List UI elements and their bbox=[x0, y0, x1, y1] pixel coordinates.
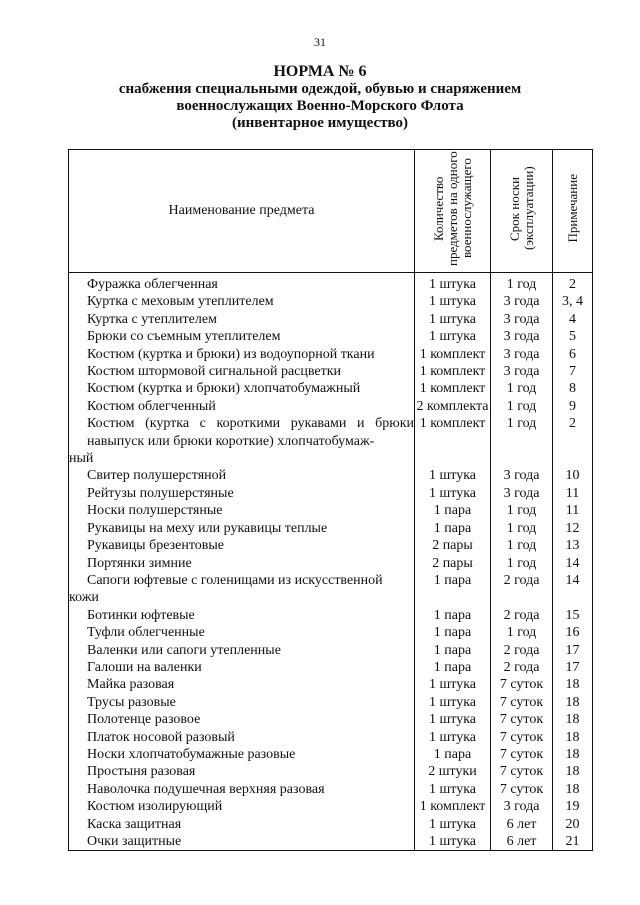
item-name-text: Простыня разовая bbox=[87, 764, 196, 780]
table-row bbox=[69, 746, 593, 763]
item-term: 1 год bbox=[491, 398, 553, 415]
table-row bbox=[69, 555, 593, 572]
item-quantity: 2 комплекта bbox=[416, 398, 489, 414]
item-name bbox=[69, 711, 415, 728]
item-term: 3 года bbox=[491, 485, 553, 502]
item-name-text: Галоши на валенки bbox=[87, 659, 202, 675]
item-name-text: Костюм штормовой сигнальной расцветки bbox=[87, 364, 342, 380]
header-term bbox=[491, 150, 553, 273]
item-term: 3 года bbox=[491, 798, 553, 815]
item-quantity: 1 штука bbox=[415, 293, 491, 310]
table-header-row bbox=[69, 150, 593, 273]
item-term: 1 год bbox=[491, 415, 553, 467]
item-name bbox=[69, 380, 415, 397]
item-quantity: 1 комплект bbox=[415, 363, 491, 380]
item-quantity: 1 комплект bbox=[415, 380, 491, 397]
table-row bbox=[69, 520, 593, 537]
item-term: 6 лет bbox=[491, 833, 553, 851]
item-note: 9 bbox=[553, 398, 593, 415]
item-name bbox=[69, 537, 415, 554]
item-term: 7 суток bbox=[491, 711, 553, 728]
table-row bbox=[69, 816, 593, 833]
item-term: 2 года bbox=[491, 642, 553, 659]
item-name-text: Туфли облегченные bbox=[87, 625, 205, 641]
item-name-text: Костюм облегченный bbox=[87, 398, 216, 414]
title-subtitle-2: военнослужащих Военно-Морского Флота bbox=[176, 98, 464, 114]
item-quantity: 1 пара bbox=[415, 642, 491, 659]
item-term: 2 года bbox=[491, 659, 553, 676]
item-term: 7 суток bbox=[491, 694, 553, 711]
item-name bbox=[69, 676, 415, 693]
item-quantity: 1 штука bbox=[415, 781, 491, 798]
table-row bbox=[69, 380, 593, 397]
item-name bbox=[69, 572, 415, 607]
item-quantity: 1 штука bbox=[415, 816, 491, 833]
header-qty bbox=[415, 150, 491, 273]
item-note: 18 bbox=[553, 729, 593, 746]
item-name-text: Платок носовой разовый bbox=[87, 729, 235, 745]
item-name-text: Валенки или сапоги утепленные bbox=[87, 642, 281, 658]
item-note: 2 bbox=[553, 273, 593, 294]
item-name bbox=[69, 781, 415, 798]
item-quantity: 1 штука bbox=[415, 311, 491, 328]
item-name-continuation: кожи bbox=[69, 590, 99, 606]
item-name-continuation: ный bbox=[69, 451, 94, 467]
item-term: 7 суток bbox=[491, 746, 553, 763]
item-quantity: 2 штуки bbox=[415, 763, 491, 780]
item-term: 1 год bbox=[491, 380, 553, 397]
table-row bbox=[69, 729, 593, 746]
item-note: 18 bbox=[553, 711, 593, 728]
table-row bbox=[69, 798, 593, 815]
item-name bbox=[69, 328, 415, 345]
item-name-text: Брюки со съемным утеплителем bbox=[87, 329, 281, 345]
item-term: 3 года bbox=[491, 363, 553, 380]
table-row bbox=[69, 781, 593, 798]
item-note: 14 bbox=[553, 572, 593, 607]
item-note: 3, 4 bbox=[553, 293, 593, 310]
item-quantity: 1 штука bbox=[415, 485, 491, 502]
item-quantity: 1 штука bbox=[415, 273, 491, 294]
item-note: 18 bbox=[553, 694, 593, 711]
item-name-text: Каска защитная bbox=[87, 816, 182, 832]
item-name-text: Куртка с меховым утеплителем bbox=[87, 294, 274, 310]
item-name bbox=[69, 642, 415, 659]
item-name bbox=[69, 363, 415, 380]
table-row bbox=[69, 485, 593, 502]
header-name: Наименование предмета bbox=[69, 150, 415, 273]
item-term: 7 суток bbox=[491, 763, 553, 780]
table-row bbox=[69, 833, 593, 851]
item-name-text: Фуражка облегченная bbox=[87, 277, 218, 292]
item-name-text: Костюм изолирующий bbox=[87, 799, 223, 815]
item-quantity: 1 комплект bbox=[415, 798, 491, 815]
item-term: 3 года bbox=[491, 328, 553, 345]
item-name bbox=[69, 746, 415, 763]
item-note: 21 bbox=[553, 833, 593, 851]
item-name bbox=[69, 311, 415, 328]
item-note: 18 bbox=[553, 763, 593, 780]
item-note: 5 bbox=[553, 328, 593, 345]
item-note: 17 bbox=[553, 659, 593, 676]
table-row bbox=[69, 676, 593, 693]
item-name bbox=[69, 398, 415, 415]
header-qty-label: Количество предметов на одного военнослужащего bbox=[430, 151, 474, 266]
item-name bbox=[69, 798, 415, 815]
table-row bbox=[69, 572, 593, 607]
item-note: 19 bbox=[553, 798, 593, 815]
item-term: 1 год bbox=[491, 624, 553, 641]
item-name bbox=[69, 816, 415, 833]
item-name bbox=[69, 763, 415, 780]
item-note: 7 bbox=[553, 363, 593, 380]
item-name-text: Полотенце разовое bbox=[87, 712, 201, 728]
item-quantity: 1 штука bbox=[415, 694, 491, 711]
item-term: 1 год bbox=[491, 273, 553, 294]
item-name-text: Рейтузы полушерстяные bbox=[87, 485, 234, 501]
item-term: 1 год bbox=[491, 537, 553, 554]
item-note: 20 bbox=[553, 816, 593, 833]
item-note: 17 bbox=[553, 642, 593, 659]
item-name bbox=[69, 659, 415, 676]
item-note: 8 bbox=[553, 380, 593, 397]
item-quantity: 1 штука bbox=[415, 833, 491, 851]
table-row bbox=[69, 537, 593, 554]
item-quantity: 1 пара bbox=[415, 659, 491, 676]
item-name bbox=[69, 273, 415, 294]
item-name bbox=[69, 520, 415, 537]
item-note: 2 bbox=[553, 415, 593, 467]
item-name-text: Ботинки юфтевые bbox=[87, 607, 195, 623]
table-row bbox=[69, 694, 593, 711]
item-quantity: 2 пары bbox=[415, 537, 491, 554]
item-name-text: Рукавицы на меху или рукавицы теплые bbox=[87, 520, 328, 536]
item-name-text: Свитер полушерстяной bbox=[87, 468, 227, 484]
item-term: 1 год bbox=[491, 520, 553, 537]
item-term: 3 года bbox=[491, 467, 553, 484]
table-row bbox=[69, 293, 593, 310]
item-name-text: Носки хлопчатобумажные разовые bbox=[87, 746, 296, 762]
item-note: 13 bbox=[553, 537, 593, 554]
item-note: 11 bbox=[553, 502, 593, 519]
item-quantity: 1 штука bbox=[415, 676, 491, 693]
item-name-text: Носки полушерстяные bbox=[87, 503, 223, 519]
item-quantity: 1 пара bbox=[415, 520, 491, 537]
item-name-text: Портянки зимние bbox=[87, 555, 192, 571]
item-name bbox=[69, 555, 415, 572]
item-name bbox=[69, 467, 415, 484]
item-note: 15 bbox=[553, 607, 593, 624]
table-row bbox=[69, 346, 593, 363]
item-note: 16 bbox=[553, 624, 593, 641]
item-name bbox=[69, 485, 415, 502]
item-term: 2 года bbox=[491, 607, 553, 624]
table-row bbox=[69, 467, 593, 484]
header-note-label: Примечание bbox=[564, 174, 580, 243]
item-quantity: 1 штука bbox=[415, 729, 491, 746]
item-name-text: Сапоги юфтевые с голенищами из искусственной bbox=[87, 572, 383, 588]
item-quantity: 1 пара bbox=[415, 624, 491, 641]
item-name-text: Костюм (куртка и брюки) хлопчатобумажный bbox=[87, 381, 361, 397]
table-row bbox=[69, 328, 593, 345]
item-name bbox=[69, 415, 415, 467]
item-term: 1 год bbox=[491, 555, 553, 572]
item-quantity: 1 пара bbox=[415, 572, 491, 607]
table-row bbox=[69, 311, 593, 328]
item-quantity: 1 пара bbox=[415, 746, 491, 763]
item-term: 3 года bbox=[491, 293, 553, 310]
item-term: 7 суток bbox=[491, 729, 553, 746]
item-name bbox=[69, 729, 415, 746]
item-note: 11 bbox=[553, 485, 593, 502]
item-name bbox=[69, 833, 415, 851]
item-quantity: 1 штука bbox=[415, 328, 491, 345]
norm-table bbox=[68, 149, 593, 851]
item-name-text: Очки защитные bbox=[87, 834, 182, 849]
table-row bbox=[69, 502, 593, 519]
table-row bbox=[69, 711, 593, 728]
item-name bbox=[69, 502, 415, 519]
item-name-text: Рукавицы брезентовые bbox=[87, 538, 224, 554]
item-name bbox=[69, 293, 415, 310]
title-subtitle-1: снабжения специальными одеждой, обувью и снаряжением bbox=[118, 81, 522, 97]
item-quantity: 1 штука bbox=[415, 467, 491, 484]
document-title bbox=[0, 63, 640, 132]
table-row bbox=[69, 398, 593, 415]
item-term: 2 года bbox=[491, 572, 553, 607]
item-quantity: 1 штука bbox=[415, 711, 491, 728]
item-name bbox=[69, 607, 415, 624]
item-quantity: 1 комплект bbox=[415, 346, 491, 363]
header-term-label: Срок носки (эксплуатации) bbox=[506, 166, 536, 251]
item-name bbox=[69, 624, 415, 641]
table-row bbox=[69, 624, 593, 641]
item-name bbox=[69, 346, 415, 363]
item-name-text: Наволочка подушечная верхняя разовая bbox=[87, 781, 325, 797]
table-row bbox=[69, 607, 593, 624]
table-row bbox=[69, 659, 593, 676]
item-note: 18 bbox=[553, 746, 593, 763]
item-name bbox=[69, 694, 415, 711]
item-note: 6 bbox=[553, 346, 593, 363]
title-norm: НОРМА № 6 bbox=[273, 63, 367, 80]
item-quantity: 1 пара bbox=[415, 502, 491, 519]
item-name-text: Костюм (куртка с короткими рукавами и брюки навыпуск или брюки короткие) хлопчатобумаж- bbox=[87, 416, 414, 449]
item-term: 3 года bbox=[491, 346, 553, 363]
item-term: 7 суток bbox=[491, 676, 553, 693]
table-row bbox=[69, 363, 593, 380]
item-term: 1 год bbox=[491, 502, 553, 519]
table-row bbox=[69, 642, 593, 659]
item-name-text: Куртка с утеплителем bbox=[87, 311, 217, 327]
item-quantity: 1 комплект bbox=[415, 415, 491, 467]
item-note: 12 bbox=[553, 520, 593, 537]
item-note: 10 bbox=[553, 467, 593, 484]
title-subtitle-3: (инвентарное имущество) bbox=[231, 115, 408, 131]
item-name-text: Костюм (куртка и брюки) из водоупорной ткани bbox=[87, 346, 375, 362]
item-name-text: Майка разовая bbox=[87, 677, 175, 693]
item-name-text: Трусы разовые bbox=[87, 694, 176, 710]
item-term: 3 года bbox=[491, 311, 553, 328]
item-note: 18 bbox=[553, 676, 593, 693]
item-quantity: 1 пара bbox=[415, 607, 491, 624]
item-note: 14 bbox=[553, 555, 593, 572]
item-quantity: 2 пары bbox=[415, 555, 491, 572]
table-row bbox=[69, 415, 593, 467]
item-note: 4 bbox=[553, 311, 593, 328]
item-note: 18 bbox=[553, 781, 593, 798]
table-row bbox=[69, 273, 593, 294]
item-term: 6 лет bbox=[491, 816, 553, 833]
table-row bbox=[69, 763, 593, 780]
item-term: 7 суток bbox=[491, 781, 553, 798]
header-note bbox=[553, 150, 593, 273]
page-number: 31 bbox=[314, 35, 326, 49]
